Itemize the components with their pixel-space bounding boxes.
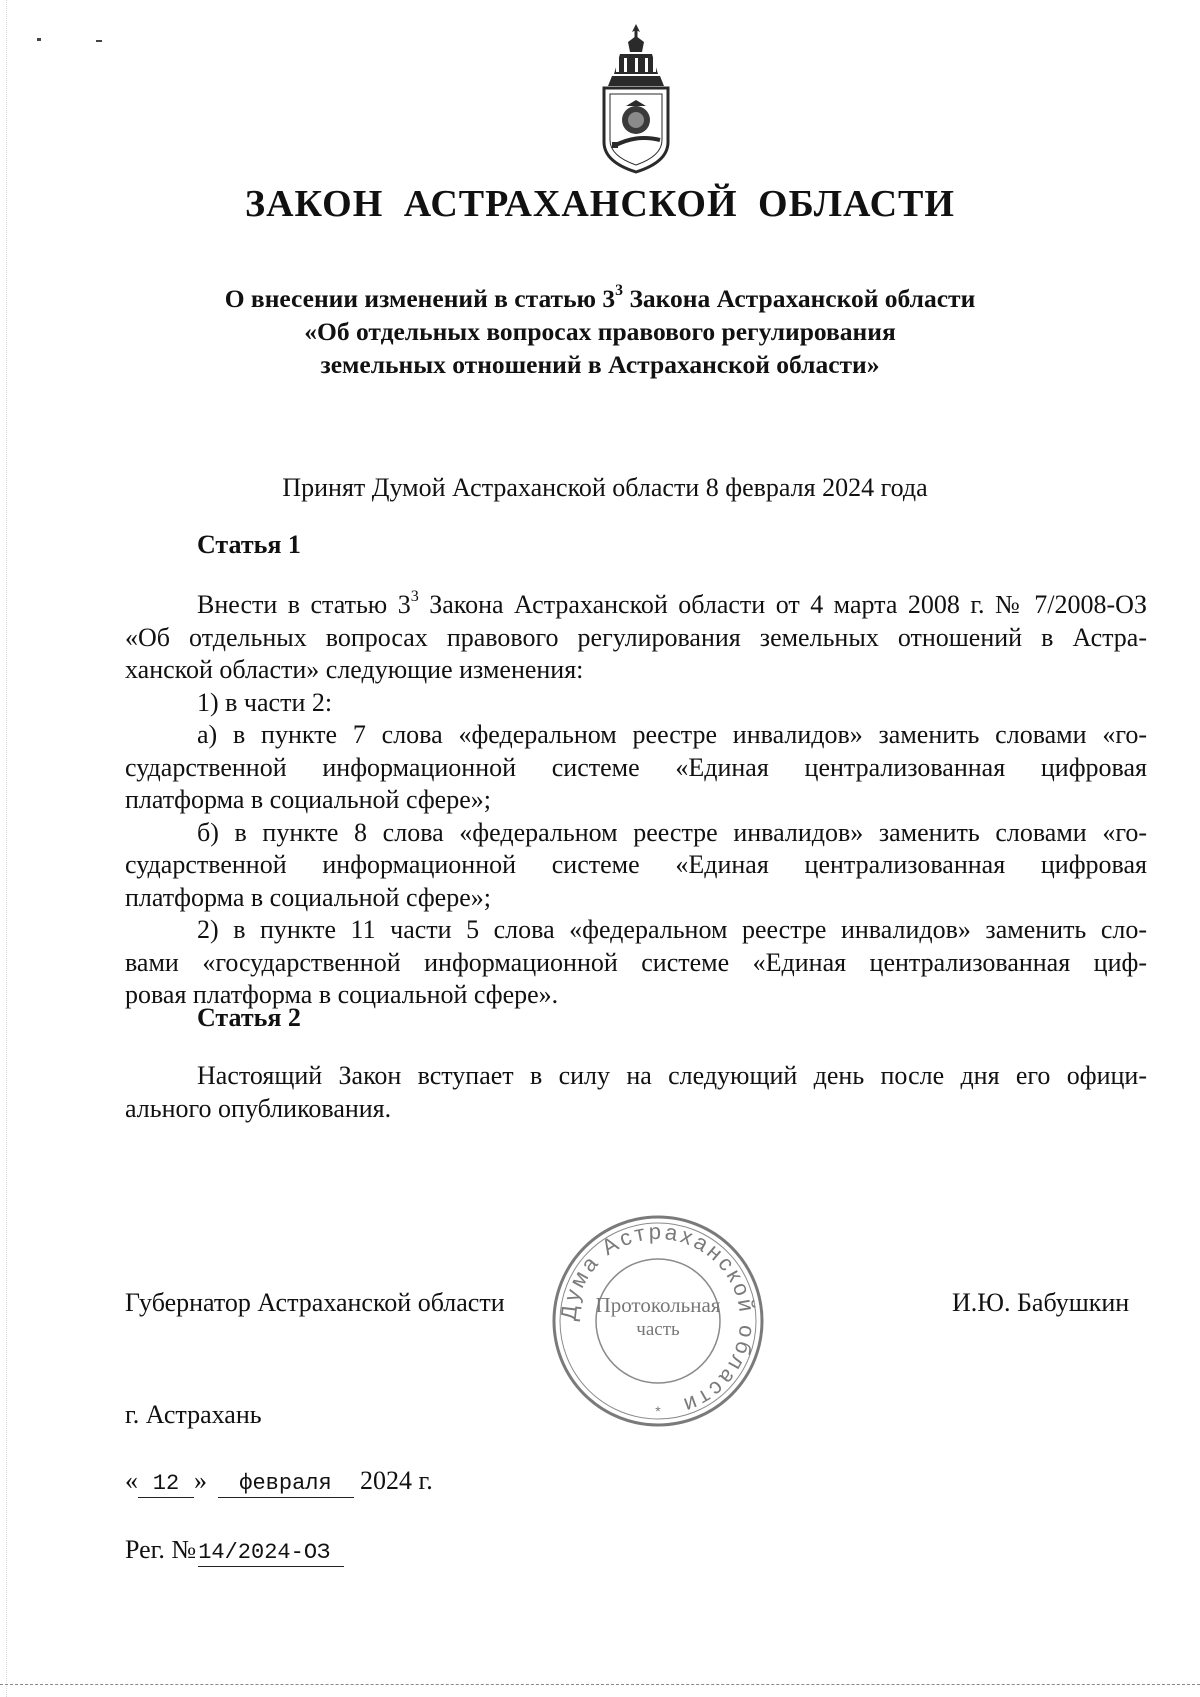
date-close-quote: » xyxy=(194,1466,207,1495)
subtitle-line-1: О внесении изменений в статью $3^3$ Закона Астраханской области xyxy=(224,282,976,313)
signing-date xyxy=(125,1466,433,1498)
coat-of-arms-emblem xyxy=(590,22,682,174)
stamp-center-line-2: часть xyxy=(636,1319,680,1340)
signatory-name: И.Ю. Бабушкин xyxy=(952,1288,1130,1317)
article-1-line: «Об отдельных вопросах правового регулирования земельных отношений в Астра- xyxy=(125,622,1147,652)
article-1-line: вами «государственной информационной системе «Единая централизованная циф- xyxy=(125,947,1147,977)
law-subtitle xyxy=(0,282,1200,381)
date-day: 12 xyxy=(138,1471,194,1498)
official-stamp xyxy=(548,1211,768,1431)
page-bottom-rule xyxy=(0,1684,1200,1685)
registration-label: Рег. № xyxy=(125,1535,197,1564)
article-1-heading: Статья 1 xyxy=(197,530,301,559)
stamp-ring-text: Дума Астраханской области xyxy=(555,1218,761,1420)
scan-edge-dots xyxy=(6,0,8,1697)
article-2-line: Настоящий Закон вступает в силу на следующий день после дня его офици- xyxy=(197,1061,1147,1090)
article-1-body xyxy=(125,589,1147,1012)
date-year: 2024 г. xyxy=(360,1466,433,1495)
article-1-line: платформа в социальной сфере»; xyxy=(125,785,491,814)
stamp-star: * xyxy=(655,1403,661,1419)
signatory-position: Губернатор Астраханской области xyxy=(125,1288,505,1317)
article-1-line: а) в пункте 7 слова «федеральном реестре инвалидов» заменить словами «го- xyxy=(197,720,1147,749)
registration-number: 14/2024-ОЗ xyxy=(198,1540,344,1567)
article-1-line: сударственной информационной системе «Единая централизованная цифровая xyxy=(125,850,1147,879)
scan-speck xyxy=(37,38,41,41)
article-1-line: 2) в пункте 11 части 5 слова «федеральном реестре инвалидов» заменить сло- xyxy=(197,915,1147,944)
law-title: ЗАКОН АСТРАХАНСКОЙ ОБЛАСТИ xyxy=(245,183,955,225)
stamp-center-line-1: Протокольная xyxy=(595,1293,721,1317)
date-month: февраля xyxy=(218,1471,354,1498)
subtitle-line-3: земельных отношений в Астраханской области» xyxy=(320,350,880,379)
article-1-line: 1) в части 2: xyxy=(197,687,333,717)
adoption-statement: Принят Думой Астраханской области 8 февраля 2024 года xyxy=(282,473,928,502)
article-1-line: ханской области» следующие изменения: xyxy=(125,655,584,684)
article-1-line: платформа в социальной сфере»; xyxy=(125,882,491,912)
date-open-quote: « xyxy=(125,1466,138,1495)
article-1-line: ровая платформа в социальной сфере». xyxy=(125,980,559,1009)
article-2-heading: Статья 2 xyxy=(197,1003,301,1032)
article-1-line: Внести в статью $3^3$ Закона Астраханской области от 4 марта 2008 г. № 7/2008-ОЗ xyxy=(197,587,1147,619)
registration-number-line xyxy=(125,1535,344,1567)
subtitle-line-2: «Об отдельных вопросах правового регулирования xyxy=(304,317,896,346)
article-1-line: б) в пункте 8 слова «федеральном реестре инвалидов» заменить словами «го- xyxy=(197,817,1147,847)
article-1-line: сударственной информационной системе «Единая централизованная цифровая xyxy=(125,752,1147,782)
article-2-body xyxy=(125,1060,1147,1125)
article-2-line: ального опубликования. xyxy=(125,1093,392,1123)
scan-speck xyxy=(96,40,102,42)
place-of-signing: г. Астрахань xyxy=(125,1400,262,1429)
